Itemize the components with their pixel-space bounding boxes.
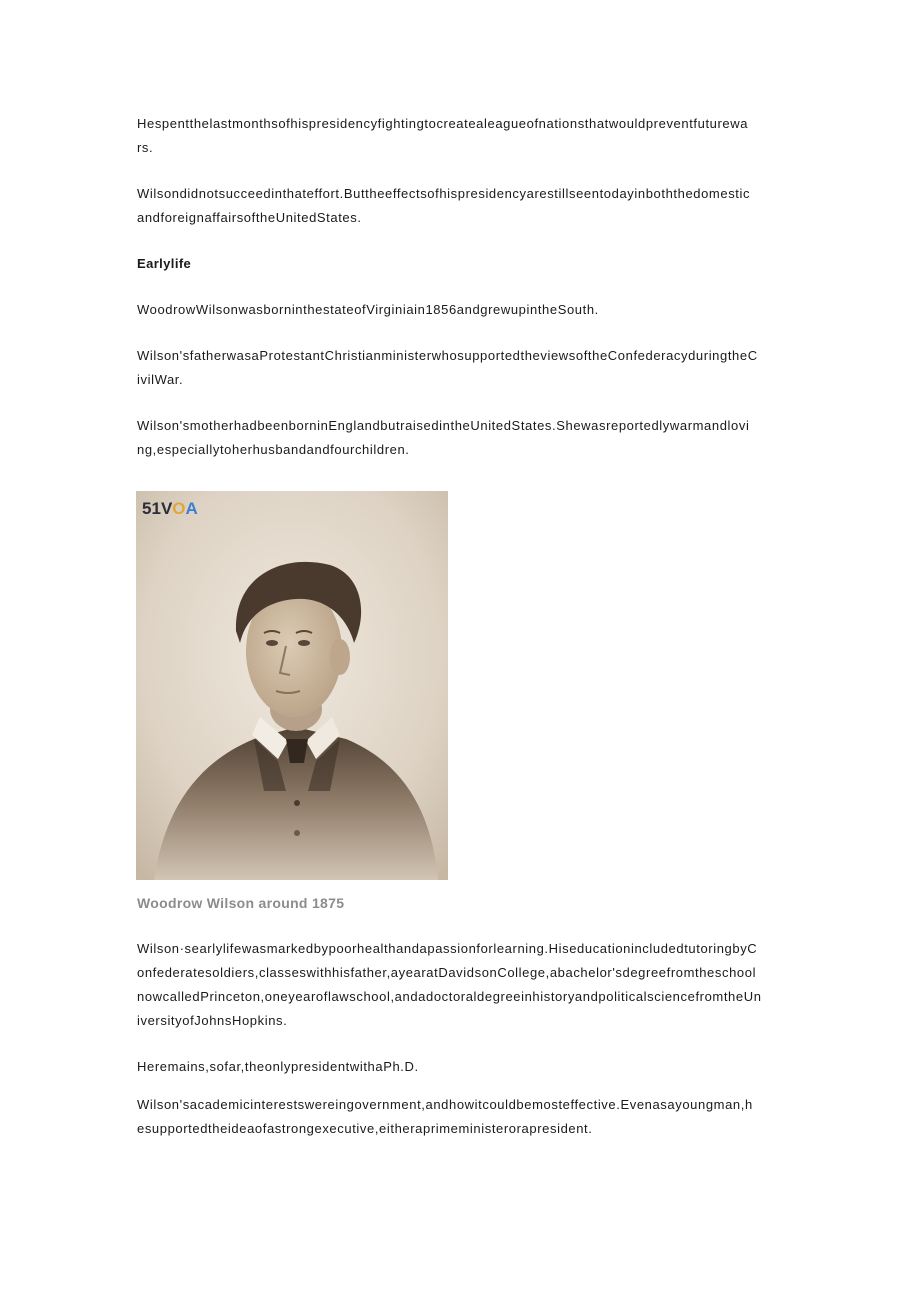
text-line: Wilson·searlylifewasmarkedbypoorhealthandapassionforlearning.HiseducationincludedtutoringbyC [137, 941, 758, 956]
section-heading [137, 252, 758, 276]
paragraph [137, 414, 758, 462]
ear [330, 639, 350, 675]
left-eye [266, 640, 278, 646]
logo-letter: 5 [142, 499, 152, 518]
article-text-top [137, 112, 758, 484]
logo-letter: V [160, 499, 173, 518]
logo-letter: 1 [151, 499, 161, 518]
text-line: andforeignaffairsoftheUnitedStates. [137, 210, 362, 225]
text-line: iversityofJohnsHopkins. [137, 1013, 288, 1028]
coat-button [294, 830, 300, 836]
paragraph [137, 298, 758, 322]
coat-button [294, 800, 300, 806]
logo-letter: A [185, 499, 198, 518]
text-line: rs. [137, 140, 154, 155]
heading-text: Earlylife [137, 256, 192, 271]
text-line: ivilWar. [137, 372, 184, 387]
portrait-photo [136, 491, 448, 880]
text-line: Wilson'sacademicinterestswereingovernment,andhowitcouldbemosteffective.Evenasayoungman,h [137, 1097, 753, 1112]
text-line: Wilson'smotherhadbeenborninEnglandbutraisedintheUnitedStates.Shewasreportedlywarmandlovi [137, 418, 750, 433]
paragraph [137, 1093, 762, 1141]
text-line: WoodrowWilsonwasborninthestateofVirginiain1856andgrewupintheSouth. [137, 302, 599, 317]
text-line: onfederatesoldiers,classeswithhisfather,ayearatDavidsonCollege,abachelor'sdegreefromtheschool [137, 965, 757, 980]
article-text-bottom [137, 937, 762, 1163]
right-eye [298, 640, 310, 646]
paragraph [137, 112, 758, 160]
logo-letter: O [172, 499, 186, 518]
51voa-logo [142, 499, 198, 518]
paragraph [137, 937, 762, 1033]
text-line: ng,especiallytoherhusbandandfourchildren. [137, 442, 410, 457]
text-line: esupportedtheideaofastrongexecutive,eitheraprimeministerorapresident. [137, 1121, 593, 1136]
text-line: Heremains,sofar,theonlypresidentwithaPh.D. [137, 1059, 419, 1074]
photo-caption: Woodrow Wilson around 1875 [137, 895, 345, 911]
paragraph [137, 1055, 762, 1079]
text-line: nowcalledPrinceton,oneyearoflawschool,andadoctoraldegreeinhistoryandpoliticalsciencefromtheUn [137, 989, 762, 1004]
text-line: Hespentthelastmonthsofhispresidencyfightingtocreatealeagueofnationsthatwouldpreventfuturewa [137, 116, 749, 131]
paragraph [137, 182, 758, 230]
paragraph [137, 344, 758, 392]
text-line: Wilson'sfatherwasaProtestantChristianministerwhosupportedtheviewsoftheConfederacyduringtheC [137, 348, 758, 363]
text-line: Wilsondidnotsucceedinthateffort.Buttheeffectsofhispresidencyarestillseentodayinboththedomestic [137, 186, 751, 201]
